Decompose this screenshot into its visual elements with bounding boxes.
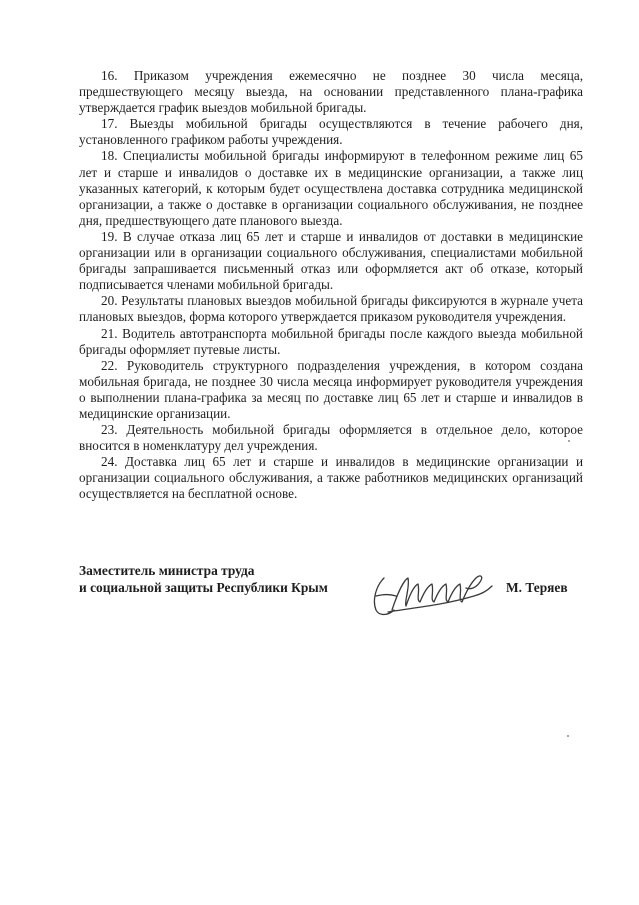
paragraph-text: Специалисты мобильной бригады информируют в телефонном режиме лиц 65 лет и старше и инвалидов о доставке их в медицинские организации, а также лиц указанных категорий, к которым будет осуществлена доставка сотрудника медицинской организации, а также о доставке в организации социального обслуживания, не позднее дня, предшествующего дате планового выезда.	[79, 148, 583, 228]
paragraph-text: В случае отказа лиц 65 лет и старше и инвалидов от доставки в медицинские организации или в организации социального обслуживания, специалистами мобильной бригады запрашивается письменный отказ или оформляется акт об отказе, который подписывается членами мобильной бригады.	[79, 228, 583, 293]
paragraph-text: Водитель автотранспорта мобильной бригады после каждого выезда мобильной бригады оформляет путевые листы.	[79, 325, 583, 357]
paragraph-number: 19.	[101, 228, 118, 244]
paragraph-number: 22.	[101, 357, 118, 373]
paragraph-number: 16.	[101, 68, 118, 83]
paragraph-text: Приказом учреждения ежемесячно не позднее 30 числа месяца, предшествующего месяцу выезда, на основании представленного плана-графика утверждается график выездов мобильной бригады.	[79, 68, 584, 116]
paragraph-text: Деятельность мобильной бригады оформляется в отдельное дело, которое вносится в номенклатуру дел учреждения.	[79, 422, 583, 454]
paragraph-23	[79, 422, 583, 454]
paragraph-text: Результаты плановых выездов мобильной бригады фиксируются в журнале учета плановых выездов, форма которого утверждается приказом руководителя учреждения.	[79, 293, 584, 325]
paragraph-text: Выезды мобильной бригады осуществляются в течение рабочего дня, установленного графиком работы учреждения.	[79, 116, 584, 148]
paragraph-number: 23.	[101, 422, 118, 438]
paragraph-text: Руководитель структурного подразделения учреждения, в котором создана мобильная бригада, не позднее 30 числа месяца информирует руководителя учреждения о выполнении плана-графика за месяц по доставке лиц 65 лет и старше и инвалидов в медицинские организации.	[79, 357, 584, 421]
paragraph-22	[79, 358, 583, 422]
paragraph-number: 17.	[101, 116, 118, 132]
paragraph-24	[79, 454, 583, 502]
signatory-title-line-2: и социальной защиты Республики Крым	[79, 580, 328, 595]
paragraph-text: Доставка лиц 65 лет и старше и инвалидов в медицинские организации и организации социального обслуживания, а также работников медицинских организаций осуществляется на бесплатной основе.	[79, 454, 583, 502]
handwritten-signature	[370, 566, 500, 622]
paragraph-number: 20.	[101, 293, 118, 309]
paragraph-20	[79, 293, 583, 325]
signatory-title	[79, 562, 379, 596]
paragraph-18	[79, 148, 583, 228]
paragraph-16	[79, 68, 583, 116]
document-body	[79, 68, 583, 503]
scan-speck	[568, 440, 570, 442]
signatory-title-line-1: Заместитель министра труда	[79, 563, 255, 578]
paragraph-21	[79, 326, 583, 358]
scan-speck	[567, 735, 569, 737]
paragraph-19	[79, 229, 583, 293]
paragraph-number: 24.	[101, 454, 118, 470]
paragraph-17	[79, 116, 583, 148]
signatory-name: М. Теряев	[506, 580, 568, 595]
paragraph-number: 18.	[101, 148, 118, 164]
paragraph-number: 21.	[101, 325, 118, 341]
